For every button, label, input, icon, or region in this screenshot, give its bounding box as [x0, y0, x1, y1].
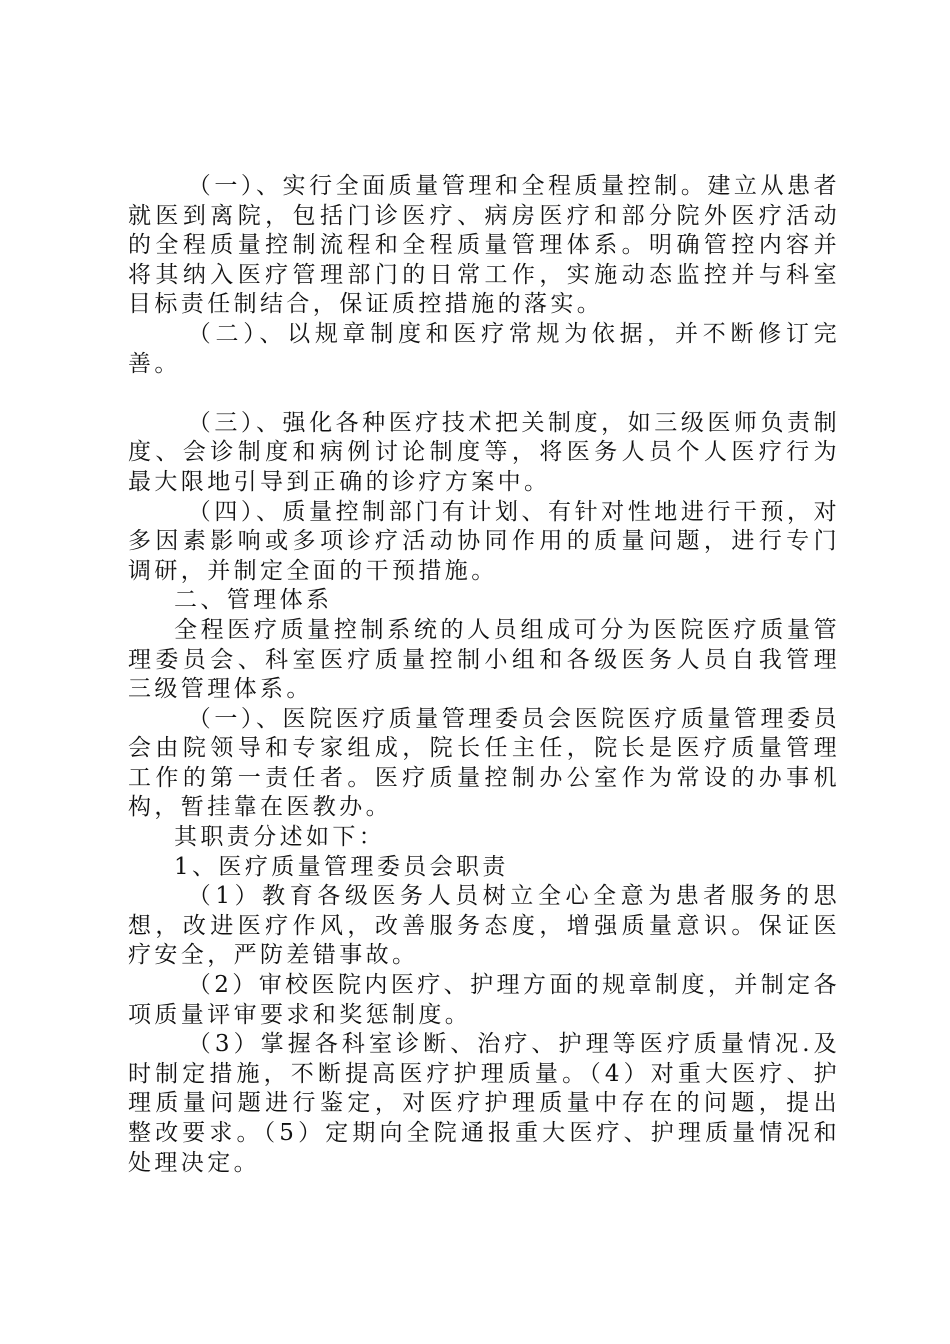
document-body: [128, 172, 840, 1178]
paragraph-duty-2: （2）审校医院内医疗、护理方面的规章制度，并制定各项质量评审要求和奖惩制度。: [128, 972, 840, 1028]
paragraph-intervention: （四）、质量控制部门有计划、有针对性地进行干预，对多因素影响或多项诊疗活动协同作用的质量问题，进行专门调研，并制定全面的干预措施。: [128, 498, 840, 584]
paragraph-quality-control: （一）、实行全面质量管理和全程质量控制。建立从患者就医到离院，包括门诊医疗、病房医疗和部分院外医疗活动的全程质量控制流程和全程质量管理体系。明确管控内容并将其纳入医疗管理部门的日常工作，实施动态监控并与科室目标责任制结合，保证质控措施的落实。: [128, 173, 840, 318]
paragraph-duty-1: （1）教育各级医务人员树立全心全意为患者服务的思想，改进医疗作风，改善服务态度，增强质量意识。保证医疗安全，严防差错事故。: [128, 883, 840, 969]
paragraph-technical-checks: （三）、强化各种医疗技术把关制度，如三级医师负责制度、会诊制度和病例讨论制度等，将医务人员个人医疗行为最大限地引导到正确的诊疗方案中。: [128, 409, 840, 495]
subheading-committee-duties: 1、医疗质量管理委员会职责: [174, 853, 509, 880]
paragraph-duty-3-5: （3）掌握各科室诊断、治疗、护理等医疗质量情况.及时制定措施，不断提高医疗护理质量。（4）对重大医疗、护理质量问题进行鉴定，对医疗护理质量中存在的问题，提出整改要求。（5）定期向全院通报重大医疗、护理质量情况和处理决定。: [128, 1031, 840, 1176]
paragraph-system-composition: 全程医疗质量控制系统的人员组成可分为医院医疗质量管理委员会、科室医疗质量控制小组和各级医务人员自我管理三级管理体系。: [128, 616, 840, 703]
paragraph-duties-intro: 其职责分述如下：: [174, 824, 386, 851]
paragraph-committee: （一）、医院医疗质量管理委员会医院医疗质量管理委员会由院领导和专家组成，院长任主任，院长是医疗质量管理工作的第一责任者。医疗质量控制办公室作为常设的办事机构，暂挂靠在医教办。: [128, 705, 840, 821]
section-heading-management-system: 二、管理体系: [174, 587, 333, 614]
paragraph-regulations: （二）、以规章制度和医疗常规为依据，并不断修订完善。: [128, 320, 840, 377]
